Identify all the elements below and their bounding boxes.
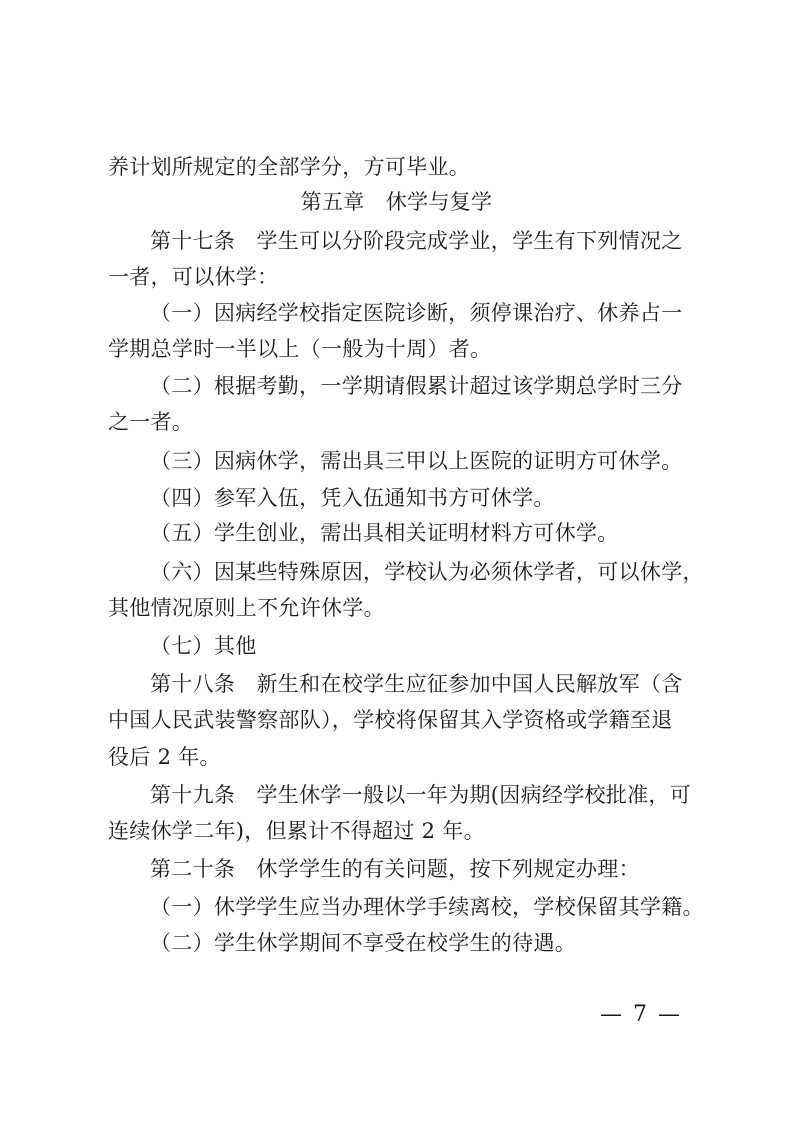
paragraph-line: 中国人民武装警察部队），学校将保留其入学资格或学籍至退 [108, 708, 673, 732]
paragraph-line: 学期总学时一半以上（一般为十周）者。 [108, 337, 492, 361]
clause-line: （二）根据考勤，一学期请假累计超过该学期总学时三分 [150, 374, 683, 398]
page-number: — 7 — [600, 1002, 682, 1027]
article-18-line: 第十八条 新生和在校学生应征参加中国人民解放军（含 [150, 672, 683, 696]
clause-line: （七）其他 [150, 634, 257, 658]
clause-line: （六）因某些特殊原因，学校认为必须休学者，可以休学， [150, 560, 704, 584]
article-19-line: 第十九条 学生休学一般以一年为期(因病经学校批准，可 [150, 783, 691, 807]
chapter-heading: 第五章 休学与复学 [300, 190, 493, 214]
paragraph-line: 一者，可以休学： [108, 265, 279, 289]
clause-line: （三）因病休学，需出具三甲以上医院的证明方可休学。 [150, 449, 683, 473]
paragraph-line: 其他情况原则上不允许休学。 [108, 596, 385, 620]
article-20-line: 第二十条 休学学生的有关问题，按下列规定办理： [150, 857, 640, 881]
clause-line: （二）学生休学期间不享受在校学生的待遇。 [150, 931, 576, 955]
clause-line: （一）休学学生应当办理休学手续离校，学校保留其学籍。 [150, 895, 704, 919]
clause-line: （一）因病经学校指定医院诊断，须停课治疗、休养占一 [150, 301, 683, 325]
paragraph-line: 役后 2 年。 [108, 745, 221, 769]
article-17-line: 第十七条 学生可以分阶段完成学业，学生有下列情况之 [150, 229, 683, 253]
paragraph-line: 连续休学二年)，但累计不得超过 2 年。 [108, 819, 485, 843]
paragraph-line: 养计划所规定的全部学分，方可毕业。 [108, 155, 471, 179]
paragraph-line: 之一者。 [108, 410, 194, 434]
clause-line: （四）参军入伍，凭入伍通知书方可休学。 [150, 486, 555, 510]
clause-line: （五）学生创业，需出具相关证明材料方可休学。 [150, 521, 619, 545]
